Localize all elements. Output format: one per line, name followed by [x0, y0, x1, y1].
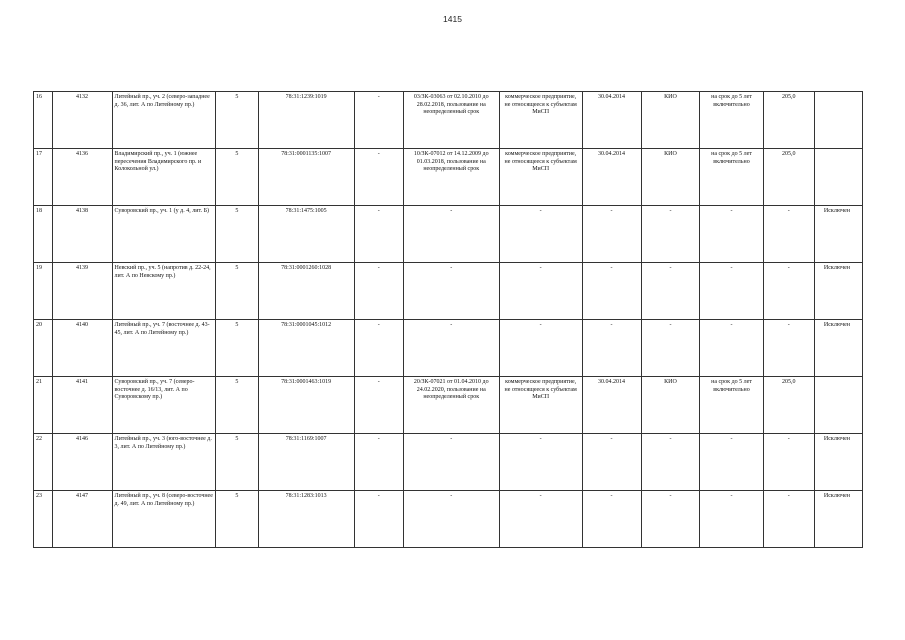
cadastral-number-cell: 78:31:1475:1005: [258, 206, 354, 263]
date-cell: 30.04.2014: [582, 149, 641, 206]
price-cell: 205,0: [763, 92, 814, 149]
purpose-cell: коммерческое предприятие, не относящееся к субъектам МиСП: [499, 149, 582, 206]
cadastral-number-cell: 78:31:1169:1007: [258, 434, 354, 491]
price-cell: -: [763, 206, 814, 263]
note-cell: Исключен: [814, 434, 862, 491]
note-cell: Исключен: [814, 320, 862, 377]
placeholder-cell: -: [354, 263, 403, 320]
address-cell: Литейный пр., уч. 7 (восточнее д. 43-45, лит. А по Литейному пр.): [112, 320, 216, 377]
purpose-cell: -: [499, 206, 582, 263]
price-cell: 205,0: [763, 149, 814, 206]
placeholder-cell: -: [354, 206, 403, 263]
row-number-cell: 22: [34, 434, 53, 491]
zone-cell: 5: [216, 206, 259, 263]
page-number: 1415: [443, 14, 462, 24]
contract-cell: 03/ЗК-03063 от 02.10.2010 до 28.02.2018, пользование на неопределенный срок: [403, 92, 499, 149]
cadastral-number-cell: 78:31:0001463:1019: [258, 377, 354, 434]
term-cell: -: [700, 434, 763, 491]
zone-cell: 5: [216, 491, 259, 548]
authority-cell: -: [641, 491, 700, 548]
table-row: [34, 377, 863, 434]
price-cell: 205,0: [763, 377, 814, 434]
table-row: [34, 92, 863, 149]
row-number-cell: 20: [34, 320, 53, 377]
authority-cell: -: [641, 206, 700, 263]
date-cell: 30.04.2014: [582, 377, 641, 434]
placeholder-cell: -: [354, 377, 403, 434]
table-row: [34, 320, 863, 377]
cadastral-number-cell: 78:31:0001135:1007: [258, 149, 354, 206]
inventory-number-cell: 4138: [52, 206, 112, 263]
address-cell: Литейный пр., уч. 8 (северо-восточнее д. 49, лит. А по Литейному пр.): [112, 491, 216, 548]
placeholder-cell: -: [354, 434, 403, 491]
authority-cell: -: [641, 320, 700, 377]
table-row: [34, 434, 863, 491]
cadastral-number-cell: 78:31:0001045:1012: [258, 320, 354, 377]
date-cell: -: [582, 434, 641, 491]
contract-cell: -: [403, 206, 499, 263]
inventory-number-cell: 4141: [52, 377, 112, 434]
cadastral-number-cell: 78:31:1283:1013: [258, 491, 354, 548]
row-number-cell: 17: [34, 149, 53, 206]
row-number-cell: 16: [34, 92, 53, 149]
address-cell: Владимирский пр., уч. 1 (южнее пересечения Владимирского пр. и Колокольной ул.): [112, 149, 216, 206]
note-cell: Исключен: [814, 206, 862, 263]
note-cell: [814, 149, 862, 206]
row-number-cell: 21: [34, 377, 53, 434]
row-number-cell: 23: [34, 491, 53, 548]
inventory-number-cell: 4139: [52, 263, 112, 320]
row-number-cell: 19: [34, 263, 53, 320]
purpose-cell: -: [499, 263, 582, 320]
zone-cell: 5: [216, 320, 259, 377]
table-row: [34, 491, 863, 548]
placeholder-cell: -: [354, 491, 403, 548]
contract-cell: 10/ЗК-07012 от 14.12.2009 до 01.03.2018, пользование на неопределенный срок: [403, 149, 499, 206]
note-cell: Исключен: [814, 263, 862, 320]
zone-cell: 5: [216, 149, 259, 206]
inventory-number-cell: 4140: [52, 320, 112, 377]
zone-cell: 5: [216, 377, 259, 434]
register-table: [33, 91, 863, 548]
inventory-number-cell: 4132: [52, 92, 112, 149]
price-cell: -: [763, 434, 814, 491]
term-cell: -: [700, 320, 763, 377]
inventory-number-cell: 4136: [52, 149, 112, 206]
contract-cell: -: [403, 320, 499, 377]
zone-cell: 5: [216, 92, 259, 149]
date-cell: -: [582, 206, 641, 263]
term-cell: -: [700, 263, 763, 320]
note-cell: [814, 92, 862, 149]
address-cell: Литейный пр., уч. 2 (северо-западнее д. 36, лит. А по Литейному пр.): [112, 92, 216, 149]
table-row: [34, 206, 863, 263]
price-cell: -: [763, 263, 814, 320]
cadastral-number-cell: 78:31:1239:1019: [258, 92, 354, 149]
term-cell: на срок до 5 лет включительно: [700, 92, 763, 149]
term-cell: -: [700, 491, 763, 548]
contract-cell: -: [403, 491, 499, 548]
date-cell: 30.04.2014: [582, 92, 641, 149]
table-body: [34, 92, 863, 548]
authority-cell: КИО: [641, 377, 700, 434]
authority-cell: -: [641, 434, 700, 491]
zone-cell: 5: [216, 434, 259, 491]
placeholder-cell: -: [354, 320, 403, 377]
address-cell: Невский пр., уч. 5 (напротив д. 22-24, лит. А по Невскому пр.): [112, 263, 216, 320]
term-cell: на срок до 5 лет включительно: [700, 377, 763, 434]
term-cell: на срок до 5 лет включительно: [700, 149, 763, 206]
inventory-number-cell: 4146: [52, 434, 112, 491]
contract-cell: -: [403, 263, 499, 320]
inventory-number-cell: 4147: [52, 491, 112, 548]
purpose-cell: -: [499, 320, 582, 377]
authority-cell: КИО: [641, 149, 700, 206]
cadastral-number-cell: 78:31:0001260:1028: [258, 263, 354, 320]
date-cell: -: [582, 263, 641, 320]
note-cell: [814, 377, 862, 434]
zone-cell: 5: [216, 263, 259, 320]
placeholder-cell: -: [354, 149, 403, 206]
table-row: [34, 149, 863, 206]
purpose-cell: -: [499, 491, 582, 548]
authority-cell: -: [641, 263, 700, 320]
purpose-cell: коммерческое предприятие, не относящееся к субъектам МиСП: [499, 92, 582, 149]
contract-cell: -: [403, 434, 499, 491]
note-cell: Исключен: [814, 491, 862, 548]
price-cell: -: [763, 320, 814, 377]
purpose-cell: коммерческое предприятие, не относящееся к субъектам МиСП: [499, 377, 582, 434]
date-cell: -: [582, 320, 641, 377]
date-cell: -: [582, 491, 641, 548]
price-cell: -: [763, 491, 814, 548]
contract-cell: 20/ЗК-07021 от 01.04.2010 до 24.02.2020, пользование на неопределенный срок: [403, 377, 499, 434]
placeholder-cell: -: [354, 92, 403, 149]
address-cell: Суворовский пр., уч. 7 (северо-восточнее д. 16/13, лит. А по Суворовскому пр.): [112, 377, 216, 434]
address-cell: Суворовский пр., уч. 1 (у д. 4, лит. Б): [112, 206, 216, 263]
table-row: [34, 263, 863, 320]
authority-cell: КИО: [641, 92, 700, 149]
term-cell: -: [700, 206, 763, 263]
row-number-cell: 18: [34, 206, 53, 263]
purpose-cell: -: [499, 434, 582, 491]
address-cell: Литейный пр., уч. 3 (юго-восточнее д. 3, лит. А по Литейному пр.): [112, 434, 216, 491]
